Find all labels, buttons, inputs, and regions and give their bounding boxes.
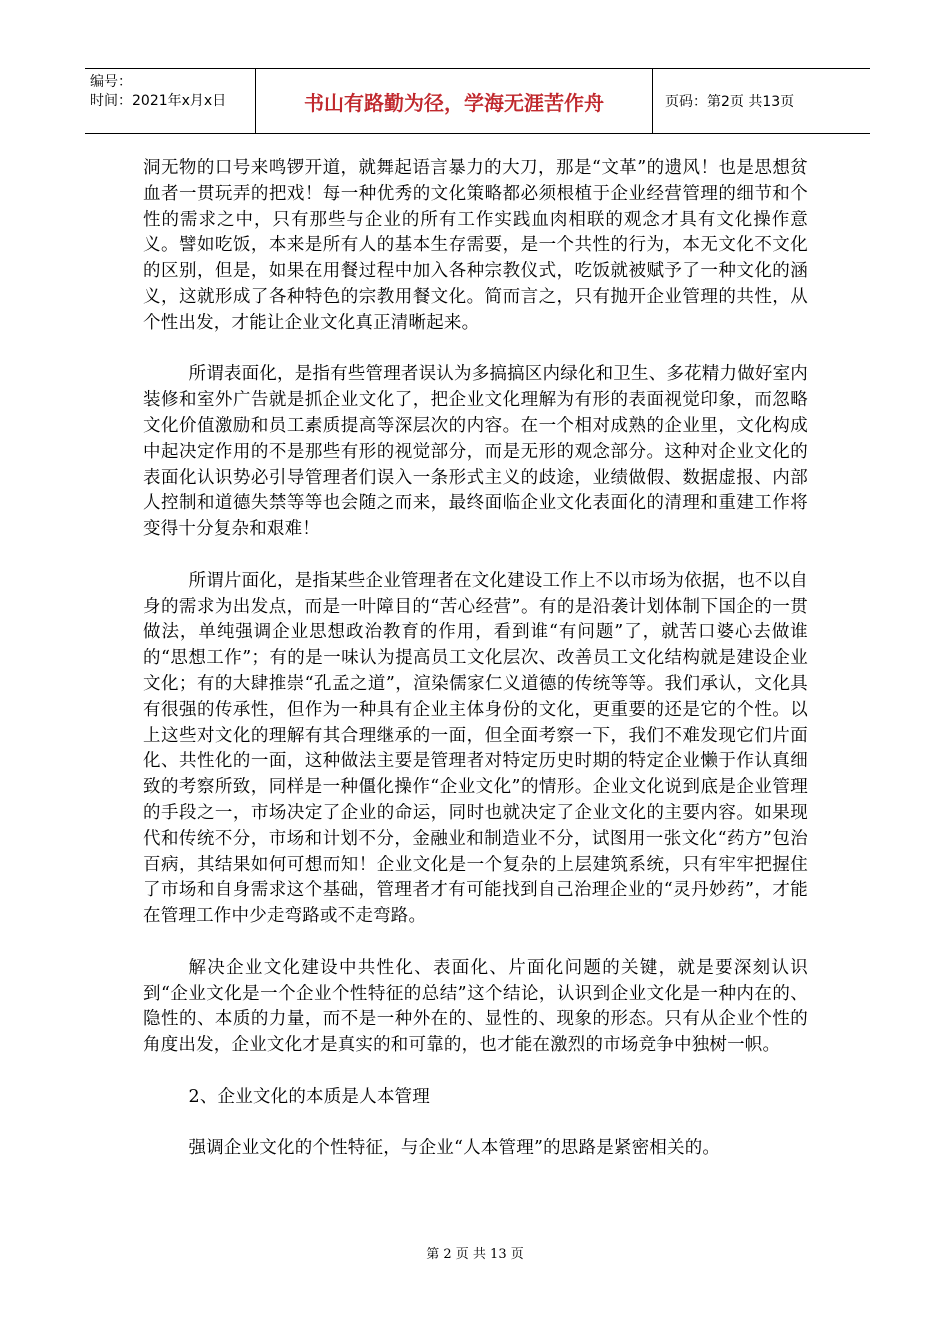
paragraph-continued: 洞无物的口号来鸣锣开道，就舞起语言暴力的大刀，那是“文革”的遗风！也是思想贫血者一贯玩弄的把戏！每一种优秀的文化策略都必须根植于企业经营管理的细节和个性的需求之中，只有那些与企业的所有工作实践血肉相联的观念才具有文化操作意义。譬如吃饭，本来是所有人的基本生存需要，是一个共性的行为，本无文化不文化的区别，但是，如果在用餐过程中加入各种宗教仪式，吃饭就被赋予了一种文化的涵义，这就形成了各种特色的宗教用餐文化。简而言之，只有抛开企业管理的共性，从个性出发，才能让企业文化真正清晰起来。: [143, 158, 808, 333]
paragraph-superficial: 所谓表面化，是指有些管理者误认为多搞搞区内绿化和卫生、多花精力做好室内装修和室外广告就是抓企业文化了，把企业文化理解为有形的表面视觉印象，而忽略文化价值激励和员工素质提高等深层次的内容。在一个相对成熟的企业里，文化构成中起决定作用的不是那些有形的视觉部分，而是无形的观念部分。这种对企业文化的表面化认识势必引导管理者们误入一条形式主义的歧途，业绩做假、数据虚报、内部人控制和道德失禁等等也会随之而来，最终面临企业文化表面化的清理和重建工作将变得十分复杂和艰难！: [143, 364, 808, 540]
page-footer: 第 2 页 共 13 页: [426, 1247, 524, 1262]
header-meta: [85, 69, 255, 133]
document-number-label: 编号：: [90, 74, 132, 90]
paragraph-people-oriented: 强调企业文化的个性特征，与企业“人本管理”的思路是紧密相关的。: [188, 1138, 721, 1159]
header-motto: 书山有路勤为径，学海无涯苦作舟: [255, 69, 653, 133]
document-date: 时间：2021年x月x日: [90, 93, 227, 109]
section-heading: 2、企业文化的本质是人本管理: [188, 1086, 430, 1107]
paragraph-solution: 解决企业文化建设中共性化、表面化、片面化问题的关键，就是要深刻认识到“企业文化是一个企业个性特征的总结”这个结论，认识到企业文化是一种内在的、隐性的、本质的力量，而不是一种外在的、显性的、现象的形态。只有从企业个性的角度出发，企业文化才是真实的和可靠的，也才能在激烈的市场竞争中独树一帜。: [143, 957, 808, 1056]
header-page-info: 页码：第2页 共13页: [665, 94, 795, 110]
paragraph-one-sided: 所谓片面化，是指某些企业管理者在文化建设工作上不以市场为依据，也不以自身的需求为出发点，而是一叶障目的“苦心经营”。有的是沿袭计划体制下国企的一贯做法，单纯强调企业思想政治教育的作用，看到谁“有问题”了，就苦口婆心去做谁的“思想工作”；有的是一味认为提高员工文化层次、改善员工文化结构就是建设企业文化；有的大肆推崇“孔孟之道”，渲染儒家仁义道德的传统等等。我们承认，文化具有很强的传承性，但作为一种具有企业主体身份的文化，更重要的还是它的个性。以上这些对文化的理解有其合理继承的一面，但全面考察一下，我们不难发现它们片面化、共性化的一面，这种做法主要是管理者对特定历史时期的特定企业懒于作认真细致的考察所致，同样是一种僵化操作“企业文化”的情形。企业文化说到底是企业管理的手段之一，市场决定了企业的命运，同时也就决定了企业文化的主要内容。如果现代和传统不分，市场和计划不分，金融业和制造业不分，试图用一张文化“药方”包治百病，其结果如何可想而知！企业文化是一个复杂的上层建筑系统，只有牢牢把握住了市场和自身需求这个基础，管理者才有可能找到自己治理企业的“灵丹妙药”，才能在管理工作中少走弯路或不走弯路。: [143, 570, 808, 927]
document-body: [143, 156, 808, 1162]
page-header: [85, 68, 870, 134]
